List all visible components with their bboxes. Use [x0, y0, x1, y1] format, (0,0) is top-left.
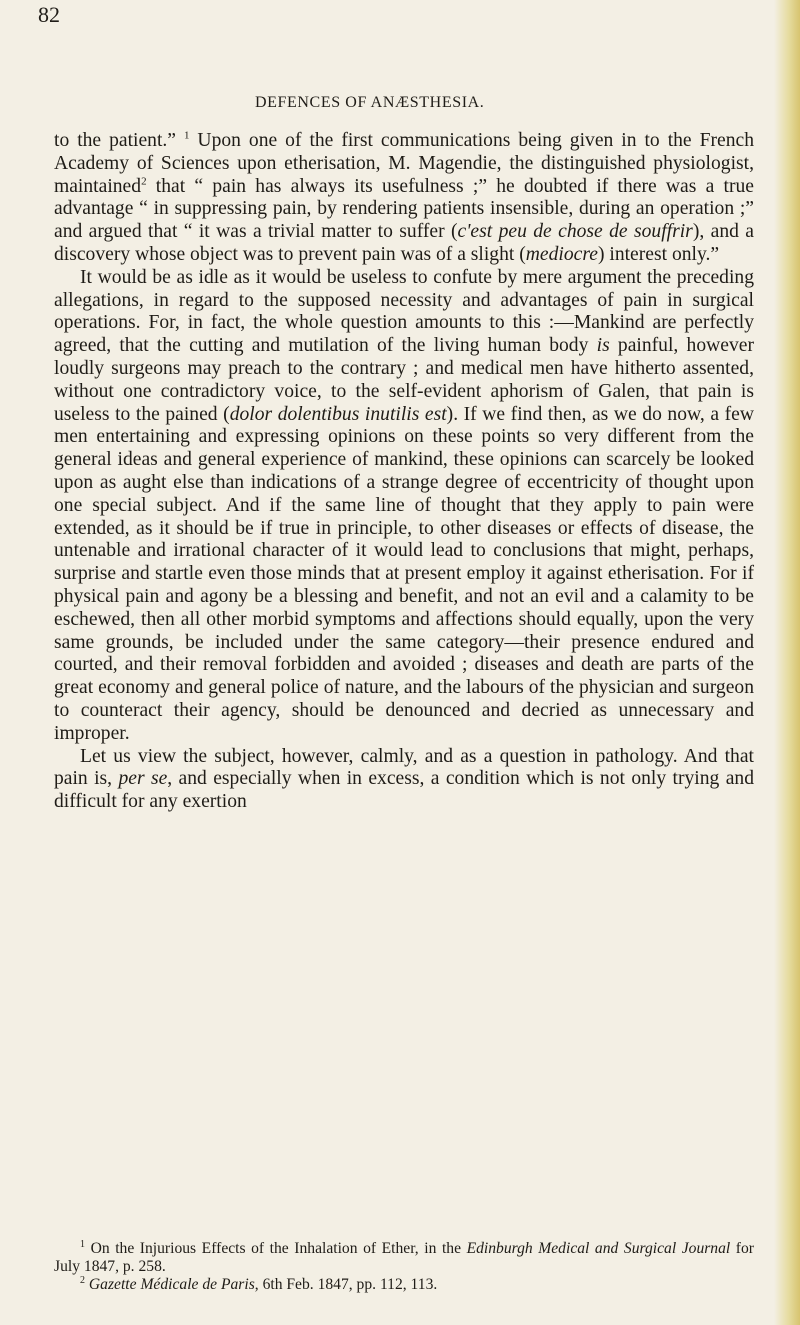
footnote-reference: 1	[183, 129, 190, 142]
text-run: It would be as idle as it would be useless to confute by mere argument the preceding allegations, in regard to the supposed necessity and advantages of pain in surgical operations. For, in fact, the whole question amounts to this :—Mankind are perfectly agreed, that the cutting and mutilation of the living human body	[54, 266, 754, 357]
text-run: for July 1847, p. 258.	[54, 1240, 754, 1275]
text-run: ) interest only.”	[597, 243, 720, 265]
paragraph	[54, 746, 754, 814]
paragraph	[54, 267, 754, 746]
italic-text: Gazette Médicale de Paris	[88, 1276, 255, 1293]
text-run: Let us view the subject, however, calmly, and as a question in pathology. And that pain is,	[54, 745, 754, 790]
italic-text: is	[596, 335, 610, 357]
text-run: , 6th Feb. 1847, pp. 112, 113.	[254, 1276, 438, 1293]
paragraph	[54, 130, 754, 267]
footnote-reference: 1	[80, 1238, 85, 1250]
footnotes	[54, 1240, 754, 1294]
text-run: to the patient.”	[54, 130, 184, 151]
text-run: that “ pain has always its usefulness ;” he doubted if there was a true advantage “ in suppressing pain, by rendering patients insensible, during an operation ;” and argued that “ it was a trivial matter to suffer (	[54, 175, 754, 243]
italic-text: per se	[118, 768, 168, 790]
page-number: 82	[38, 2, 60, 27]
italic-text: dolor dolentibus inutilis est	[229, 403, 447, 425]
footnote	[54, 1276, 754, 1294]
text-run: On the Injurious Effects of the Inhalation of Ether, in the	[85, 1240, 467, 1257]
body-text	[54, 130, 754, 814]
text-run: ). If we find then, as we do now, a few men entertaining and expressing opinions on these points so very different from the general ideas and general experience of mankind, these opinions can scarcely be looked upon as aught else than indications of a strange degree of eccentricity of thought upon one special subject. And if the same line of thought that they apply to pain were extended, as it should be if true in principle, to other diseases or effects of disease, the untenable and irrational character of it would lead to conclusions that might, perhaps, surprise and startle even those minds that at present employ it against etherisation. For if physical pain and agony be a blessing and benefit, and not an evil and a calamity to be eschewed, then all other morbid symptoms and affections should equally, upon the very same grounds, be included under the same category—their presence endured and courted, and their removal forbidden and avoided ; diseases and death are parts of the great economy and general police of nature, and the labours of the physician and surgeon to counteract their agency, should be denounced and decried as unnecessary and improper.	[54, 403, 754, 744]
footnote	[54, 1240, 754, 1276]
text-run: , and especially when in excess, a condition which is not only trying and difficult for any exertion	[54, 768, 755, 813]
italic-text: mediocre	[525, 243, 598, 265]
footnote-reference: 2	[80, 1274, 85, 1286]
footnote-reference: 2	[141, 175, 147, 188]
text-run: painful, however loudly surgeons may preach to the contrary ; and medical men have hitherto assented, without one contradictory voice, to the self-evident aphorism of Galen, that pain is useless to the pained (	[54, 335, 755, 425]
italic-text: c'est peu de chose de souffrir	[457, 221, 693, 243]
italic-text: Edinburgh Medical and Surgical Journal	[466, 1240, 731, 1257]
text-run: ), and a discovery whose object was to prevent pain was of a slight (	[54, 221, 754, 265]
text-run: Upon one of the first communications being given in to the French Academy of Sciences upon etherisation, M. Magendie, the distinguished physiologist, maintained	[54, 130, 754, 197]
running-head: DEFENCES OF ANÆSTHESIA.	[255, 94, 485, 111]
